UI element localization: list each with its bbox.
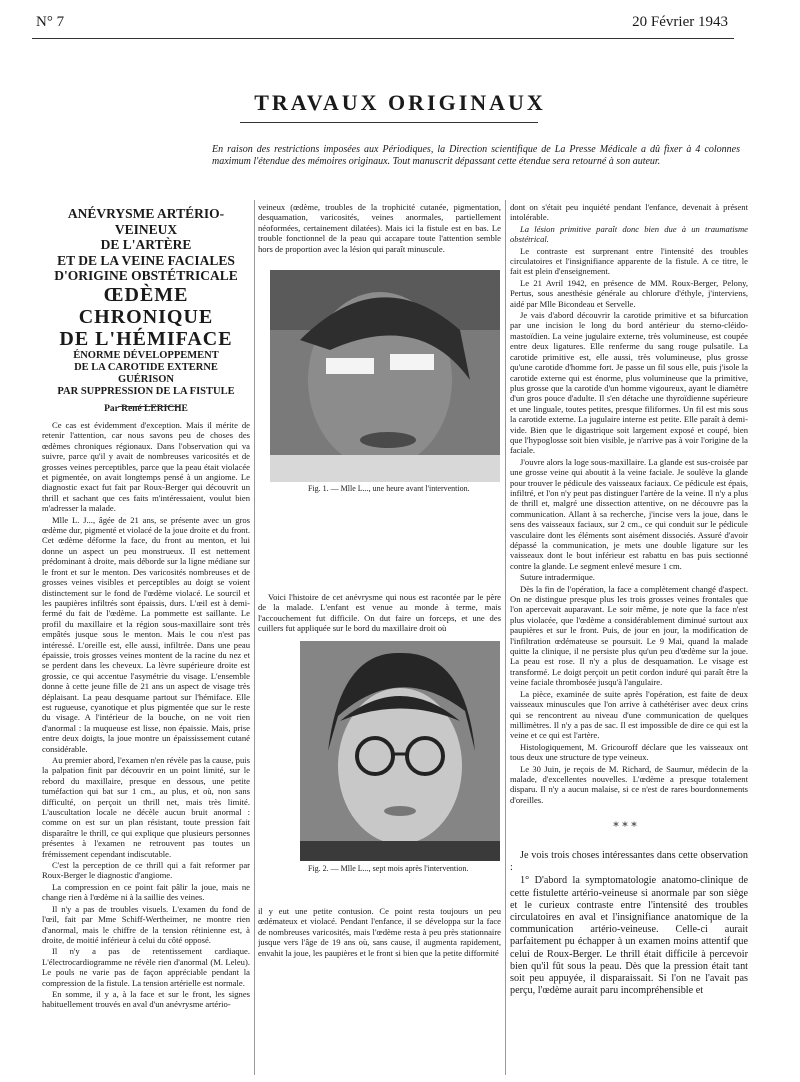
photo-before-image bbox=[270, 270, 500, 482]
paragraph: Il n'y a pas de retentissement cardiaque. L'électrocardiogramme ne révèle rien d'anormal (M. Leleu). Le pouls ne varie pas de façon appréciable pendant la compression de la fistule. La tension artérielle est normale. bbox=[42, 946, 250, 988]
issue-number: N° 7 bbox=[36, 14, 65, 30]
title-line: D'ORIGINE OBSTÉTRICALE bbox=[54, 268, 238, 284]
column-2-bottom bbox=[258, 906, 501, 1076]
paragraph: Il n'y a pas de troubles visuels. L'examen du fond de l'œil, fait par Mme Schiff-Wertheimer, ne montre rien d'anormal, mais le chiffre de la tension rétinienne est, à droite, de moitié inférieur à celui du côté opposé. bbox=[42, 903, 250, 945]
subtitle-line: ÉNORME DÉVELOPPEMENT bbox=[73, 349, 219, 361]
column-1 bbox=[42, 420, 250, 1070]
title-line: ET DE LA VEINE FACIALES bbox=[57, 252, 235, 268]
paragraph: Voici l'histoire de cet anévrysme qui nous est racontée par le père de la malade. L'enfant est venue au monde à terme, mais l'accouchement fut difficile. On dut faire un forceps, et une des cuillers fut appliquée sur le bord du maxillaire droit où bbox=[258, 592, 501, 634]
paragraph: Le 30 Juin, je reçois de M. Richard, de Saumur, médecin de la malade, d'excellentes nouvelles. L'œdème a presque totalement disparu. Il n'y a aucun malaise, si ce n'est de rares bourdonnements d'oreilles. bbox=[510, 763, 748, 805]
subtitle-line: GUÉRISON bbox=[117, 373, 174, 385]
paragraph: Au premier abord, l'examen n'en révèle pas la cause, puis la palpation finit par découvrir en un point limité, sur le rebord du maxillaire, presque en dessous, une petite tuméfaction qui bat sur 1 cm., au plus, et où, non sans difficulté, on perçoit un thrill net, mais très limité. L'auscultation locale ne décèle aucun bruit anormal : comme on est sur un plan résistant, toute pression fait disparaître le thrill, ce qui explique que plusieurs personnes présentes à l'examen ne retrouvent pas toutes un frémissement cependant indiscutable. bbox=[42, 755, 250, 859]
paragraph: La compression en ce point fait pâlir la joue, mais ne change rien à l'œdème ni à la saillie des veines. bbox=[42, 881, 250, 903]
author-rule bbox=[118, 406, 180, 407]
paragraph: Le contraste est surprenant entre l'intensité des troubles circulatoires et l'insignifiance apparente de la fistule. A ce titre, le fait est plein d'enseignement. bbox=[510, 245, 748, 277]
article-author: Par René LERICHE bbox=[104, 403, 188, 414]
column-2-top bbox=[258, 202, 501, 272]
patient-photo-before bbox=[270, 270, 500, 482]
title-big-line: ŒDÈME CHRONIQUE bbox=[78, 283, 214, 328]
paragraph: veineux (œdème, troubles de la trophicité cutanée, pigmentation, desquamation, varicosités, veines anormales, partiellement néoformées, certainement dilatées). Mais ici la fistule est en bas. Le trouble fonctionnel de la peau qui accapare toute l'attention semble hors de proportion avec la lésion qui paraît minuscule. bbox=[258, 202, 501, 254]
paragraph: Suture intradermique. bbox=[520, 572, 595, 583]
column-2-mid bbox=[258, 592, 501, 636]
paragraph: Mlle L. J..., âgée de 21 ans, se présente avec un gros œdème dur, pigmenté et violacé de la joue droite et du front. Cet œdème déforme la face, du front au menton, et lui donne un aspect un peu monstrueux. Il est nettement prédominant à droite, mais déborde sur la ligne médiane sur le front et sur le menton. Des varicosités nombreuses et de grosses veines visibles et perceptibles au doigt se voient distinctement sur le fond de l'œdème violacé. Le sourcil et les paupières infiltrés sont épaissis, durs. L'œil est à demi-fermé du fait de l'œdème. La pommette est saillante. Le profil du maxillaire et la région sous-maxillaire sont très empâtés jusque sous le menton. Mais le cou n'est pas intéressé. L'oreille est, elle aussi, infiltrée. Dans une peau épaissie, trois grosses veines montent de la racine du nez et se perdent dans les cheveux. La lèvre supérieure droite est grossie, ce qui accentue l'asymétrie du visage. L'ensemble donne à cette jeune fille de 21 ans un aspect de visage très déplaisant. La peau desquame partout sur l'hémiface. Elle est rugueuse, cyanotique et plus pigmentée que sur le reste du visage. A l'intérieur de la bouche, on ne voit rien d'anormal : la muqueuse est lisse, non épaissie. Mais, prise entre deux doigts, la joue montre un épaississement cutané considérable. bbox=[42, 514, 250, 754]
section-title: TRAVAUX ORIGINAUX bbox=[254, 90, 546, 115]
subtitle-line: PAR SUPPRESSION DE LA FISTULE bbox=[57, 385, 235, 397]
column-3 bbox=[510, 202, 748, 822]
subtitle-line: DE LA CAROTIDE EXTERNE bbox=[74, 361, 218, 373]
column-divider bbox=[505, 200, 506, 1075]
photo-after-image bbox=[300, 641, 500, 861]
column-3-bottom bbox=[510, 850, 748, 1080]
header-rule bbox=[32, 38, 734, 39]
paragraph: Dès la fin de l'opération, la face a complètement changé d'aspect. On ne distingue presque plus les trois grosses veines frontales que l'on apercevait auparavant. Le soir même, je note que la face n'est plus violacée, que l'œdème a considérablement diminué surtout aux paupières et sur le front. Puis, de jour en jour, la modification de l'infiltration œdémateuse se poursuit. Le 9 Mai, quand la malade quitte la clinique, il ne persiste plus qu'un peu d'œdème sur la joue. La peau est rose. Il n'y a plus de desquamation. Le visage est transformé. Le doigt perçoit un petit cordon induré qui paraît être la veine faciale thrombosée jusqu'à l'angulaire. bbox=[510, 583, 748, 688]
title-line: DE L'ARTÈRE bbox=[100, 237, 192, 253]
title-big-line: DE L'HÉMIFACE bbox=[59, 327, 233, 350]
editorial-notice: En raison des restrictions imposées aux Périodiques, la Direction scientifique de La Presse Médicale a dû fixer à 4 colonnes maximum l'étendue des mémoires originaux. Tout manuscrit dépassant cette étendue sera retourné à son auteur. bbox=[212, 144, 740, 167]
title-line: ANÉVRYSME ARTÉRIO-VEINEUX bbox=[67, 206, 225, 237]
figure-2-caption: Fig. 2. — Mlle L..., sept mois après l'intervention. bbox=[308, 864, 469, 873]
section-stars: * * * bbox=[613, 820, 637, 833]
paragraph: 1° D'abord la symptomatologie anatomo-clinique de cette fistulette artério-veineuse si anormale par son siège et le curieux contraste entre l'intensité des troubles circulatoires en aval et l'insignifiance anatomique de la communication artério-veineuse. Celle-ci aurait parfaitement pu échapper à un examen moins attentif que celui de Roux-Berger. Le thrill était difficile à percevoir bien qu'il fût sous la peau. Dès que la pression était tant soit peu appuyée, il disparaissait. Si l'on ne l'avait pas perçu, l'œdème aurait paru incompréhensible et bbox=[510, 875, 748, 997]
article-title bbox=[40, 206, 252, 415]
paragraph: Le 21 Avril 1942, en présence de MM. Roux-Berger, Pelony, Pertus, sous anesthésie générale au chlorure d'éthyle, j'interviens, aidé par Mlle Bicondeau et Servelle. bbox=[510, 277, 748, 309]
column-divider bbox=[254, 200, 255, 1075]
paragraph: La pièce, examinée de suite après l'opération, est faite de deux vaisseaux minuscules que l'on arrive à cathétériser avec deux crins qui se rencontrent au niveau d'une communication de quelques millimètres. Il n'y a pas de sac. Il est impossible de dire ce qui est la veine et ce qui est l'artère. bbox=[510, 688, 748, 741]
issue-date: 20 Février 1943 bbox=[632, 14, 728, 30]
paragraph: Ce cas est évidemment d'exception. Mais il mérite de retenir l'attention, car nous savons peu de choses des œdèmes chroniques régionaux. Dans l'observation qui va suivre, parce qu'il y avait de nombreuses varicosités et de grosses veines perceptibles, parce que la peau était violacée et pigmentée, on avait longtemps pensé à un angiome. Le diagnostic exact fut fait par Roux-Berger qui découvrit un thrill et sachant que ces faits m'intéressaient, voulut bien m'adresser la malade. bbox=[42, 420, 250, 514]
page-header bbox=[36, 14, 728, 36]
paragraph: J'ouvre alors la loge sous-maxillaire. La glande est sus-croisée par une grosse veine qui aboutit à la veine faciale. Je soulève la glande pour trouver le pédicule des vaisseaux faciaux. Ce pédicule est épais, infiltré, et l'on n'y peut pas distinguer l'artère de la veine. Il n'y a plus de thrill et, malgré une dissection attentive, on ne découvre pas la communication. Allant à sa recherche, j'incise vers la joue, dans le sens des vaisseaux faciaux, sur 2 cm., ce qui conduit sur le pédicule vasculaire dont les éléments sont aisément dissociés. Assuré d'avoir dépassé la communication, je mets une double ligature sur les vaisseaux dont le bout inférieur est rabattu en bas puis sectionné contre la glande. Le segment enlevé mesure 1 cm. bbox=[510, 456, 748, 571]
section-rule bbox=[240, 122, 538, 123]
paragraph: Je vois trois choses intéressantes dans cette observation : bbox=[510, 850, 748, 874]
paragraph: C'est la perception de ce thrill qui a fait reformer par Roux-Berger le diagnostic d'angiome. bbox=[42, 860, 250, 881]
paragraph: Je vais d'abord découvrir la carotide primitive et sa bifurcation par une incision le long du bord antérieur du sterno-cléido-mastoïdien. La veine jugulaire externe, très volumineuse, est coupée entre deux ligatures. Elle renferme du sang rouge pulsatile. La carotide primitive est, elle aussi, très volumineuse, plus grosse qu'une carotide d'homme fort. Je passe un fil sous elle, puis j'isole la carotide externe qui est énorme, plus volumineuse que la primitive, plus grosse que la carotide d'un homme vigoureux, ayant le diamètre d'un gros pouce d'adulte. Il s'en détache une thyroïdienne supérieure et une linguale, toutes petites, presque filiformes. Un fil est mis sous la carotide externe. La jugulaire interne est petite. Elle paraît à demi-vide. Bien que le digastrique soit largement exposé et coupé, bien que l'hypoglosse soit bien visible, je n'arrive pas à voir l'origine de la faciale. bbox=[510, 310, 748, 456]
patient-photo-after bbox=[300, 641, 500, 861]
paragraph: dont on s'était peu inquiété pendant l'enfance, devenait à présent intolérable. bbox=[510, 202, 748, 223]
paragraph: La lésion primitive paraît donc bien due à un traumatisme obstétrical. bbox=[510, 223, 748, 245]
figure-1-caption: Fig. 1. — Mlle L..., une heure avant l'intervention. bbox=[308, 484, 470, 493]
paragraph: Histologiquement, M. Gricouroff déclare que les vaisseaux ont tous deux une structure de type veineux. bbox=[510, 741, 748, 763]
paragraph: il y eut une petite contusion. Ce point resta toujours un peu œdémateux et violacé. Pendant l'enfance, il se développa sur la face de nombreuses varicosités, mais l'œdème resta à peu près stationnaire jusque vers l'âge de 19 ans où, sans cause, il augmenta rapidement, envahit la joue, les paupières et le front si bien que la petite difformité bbox=[258, 906, 501, 958]
paragraph: En somme, il y a, à la face et sur le front, les signes habituellement trouvés en aval d'un anévrysme artério- bbox=[42, 988, 250, 1010]
